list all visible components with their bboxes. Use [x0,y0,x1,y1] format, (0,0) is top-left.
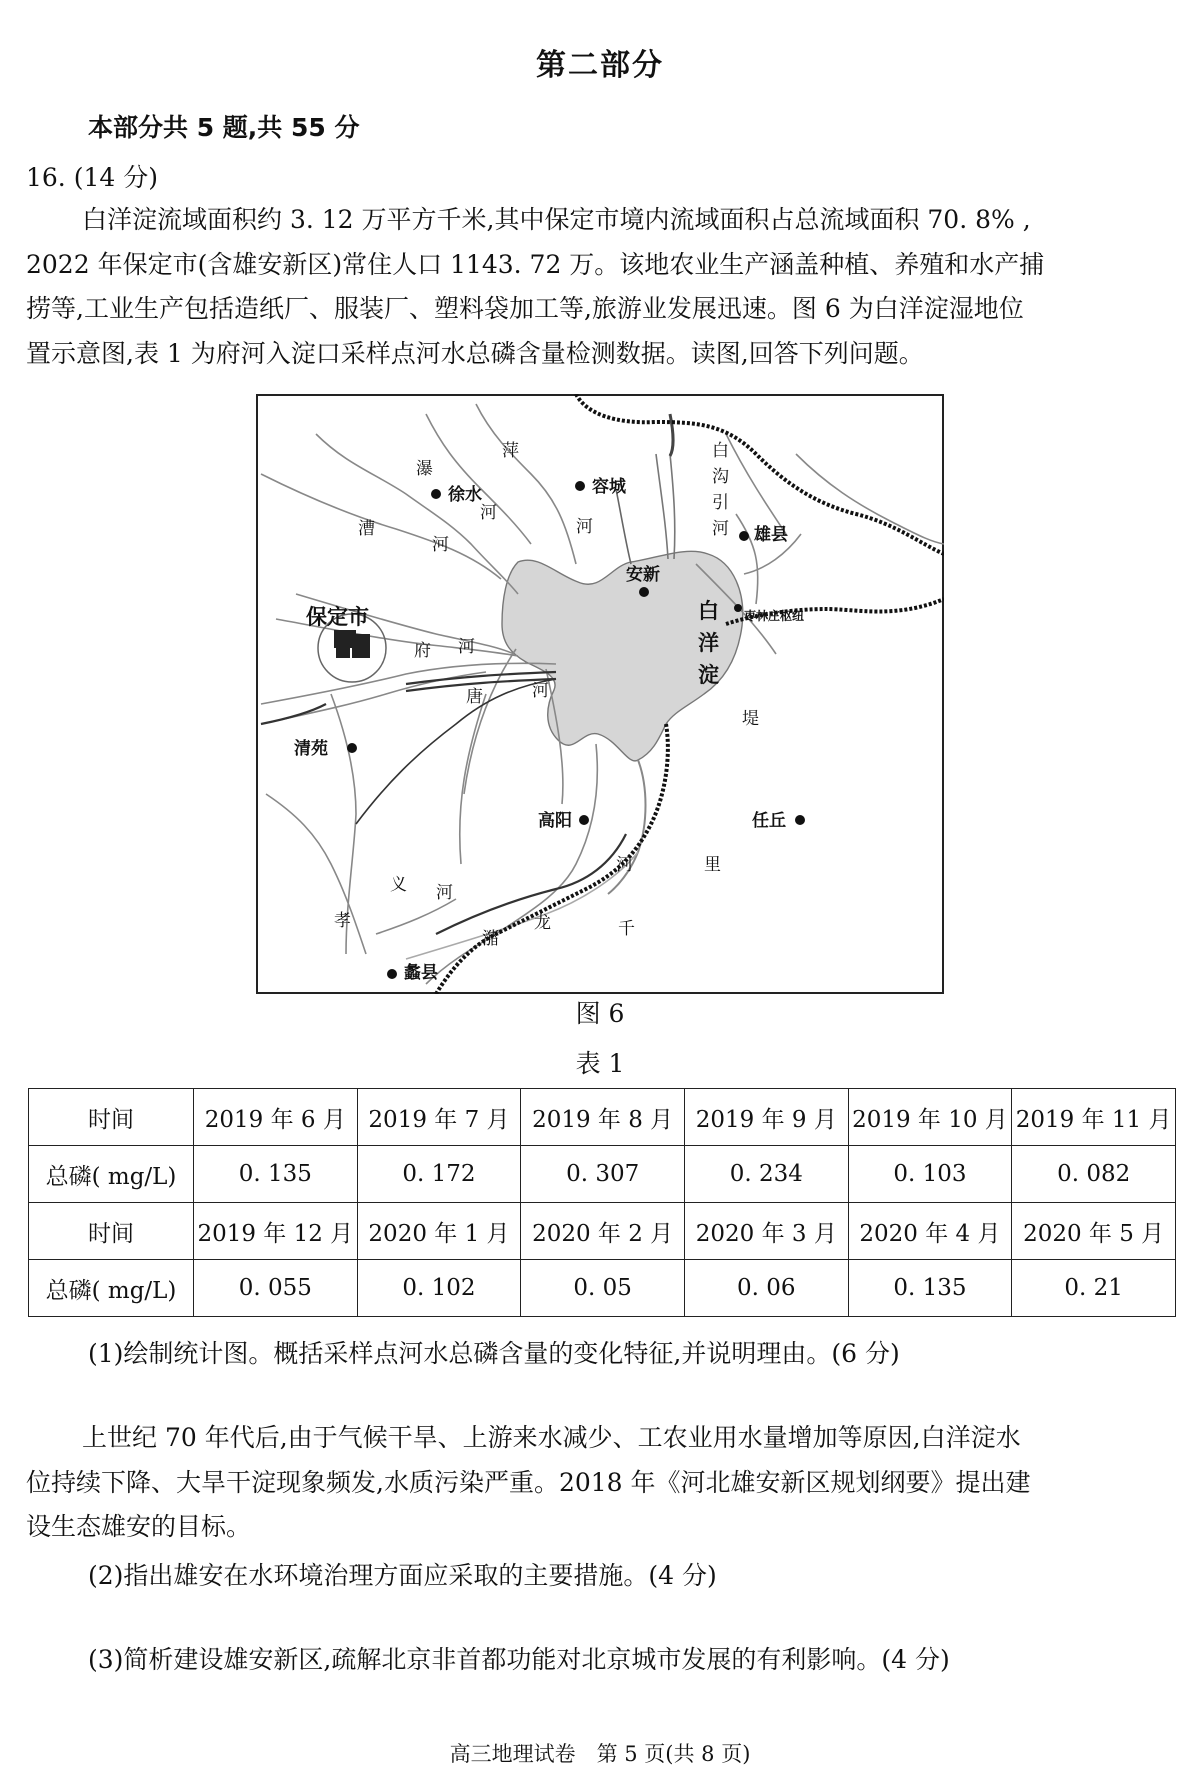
map-label: 河 [458,637,475,657]
xushui-dot [431,489,441,499]
map-label: 里 [704,855,721,875]
map-label: 河 [712,519,729,539]
map-label: 孝 [334,911,351,931]
value-cell: 0. 103 [848,1146,1012,1203]
value-cell: 0. 055 [194,1260,358,1317]
map-label: 府 [414,641,431,661]
value-cell: 0. 082 [1012,1146,1176,1203]
value-cell: 0. 21 [1012,1260,1176,1317]
gaoyang-dot [579,815,589,825]
map-label: 淀 [698,663,719,687]
page-footer: 高三地理试卷 第 5 页(共 8 页) [449,1742,751,1766]
row-header-tp: 总磷( mg/L) [29,1260,194,1317]
map-label: 瀑 [416,459,433,479]
context-line: 位持续下降、大旱干淀现象频发,水质污染严重。2018 年《河北雄安新区规划纲要》提出建 [26,1467,1031,1497]
month-cell: 2019 年 12 月 [194,1203,358,1260]
map-label: 龙 [534,913,551,933]
value-cell: 0. 307 [521,1146,685,1203]
question-1: (1)绘制统计图。概括采样点河水总磷含量的变化特征,并说明理由。(6 分) [88,1339,900,1368]
month-cell: 2020 年 3 月 [684,1203,848,1260]
value-cell: 0. 05 [521,1260,685,1317]
rongcheng-dot [575,481,585,491]
map-label: 徐水 [448,485,482,505]
value-cell: 0. 135 [194,1146,358,1203]
month-cell: 2019 年 9 月 [684,1089,848,1146]
map-label: 白 [698,599,719,623]
xiongxian-dot [739,531,749,541]
lixian-dot [387,969,397,979]
intro-line: 白洋淀流域面积约 3. 12 万平方千米,其中保定市境内流域面积占总流域面积 70. 8% , [82,205,1031,234]
row-header-time: 时间 [29,1089,194,1146]
map-label: 漕 [358,519,375,539]
zaolin-dot [734,604,742,612]
part-title: 第二部分 [536,48,664,83]
map-label: 容城 [592,477,626,497]
question-3: (3)简析建设雄安新区,疏解北京非首都功能对北京城市发展的有利影响。(4 分) [88,1645,950,1674]
section-header: 本部分共 5 题,共 55 分 [88,113,360,142]
map-label: 雄县 [754,525,788,545]
map-label: 唐 [466,687,483,707]
map-label: 义 [390,875,407,895]
value-cell: 0. 06 [684,1260,848,1317]
table-row [29,1089,1176,1146]
row-header-time: 时间 [29,1203,194,1260]
question-number: 16. (14 分) [26,163,158,192]
table-row [29,1146,1176,1203]
map-label: 蠡县 [404,963,438,983]
month-cell: 2019 年 6 月 [194,1089,358,1146]
value-cell: 0. 135 [848,1260,1012,1317]
map-label: 萍 [502,441,519,461]
month-cell: 2019 年 11 月 [1012,1089,1176,1146]
map-label: 清苑 [294,739,328,759]
renqiu-dot [795,815,805,825]
row-header-tp: 总磷( mg/L) [29,1146,194,1203]
month-cell: 2020 年 5 月 [1012,1203,1176,1260]
anxin-dot [639,587,649,597]
map-label: 河 [616,855,633,875]
map-label: 任丘 [752,811,786,831]
month-cell: 2019 年 7 月 [357,1089,521,1146]
month-cell: 2020 年 4 月 [848,1203,1012,1260]
phosphorus-table [28,1088,1176,1317]
map-label: 河 [480,503,497,523]
intro-line: 捞等,工业生产包括造纸厂、服装厂、塑料袋加工等,旅游业发展迅速。图 6 为白洋淀湿地位 [26,294,1024,323]
map-label: 引 [712,493,729,513]
map-label: 千 [618,919,635,939]
context-line: 上世纪 70 年代后,由于气候干旱、上游来水减少、工农业用水量增加等原因,白洋淀水 [82,1423,1021,1452]
intro-line: 置示意图,表 1 为府河入淀口采样点河水总磷含量检测数据。读图,回答下列问题。 [26,338,924,368]
table-row [29,1203,1176,1260]
value-cell: 0. 102 [357,1260,521,1317]
map-label: 枣林庄枢纽 [744,609,805,623]
map-label: 潴 [482,929,499,949]
month-cell: 2019 年 10 月 [848,1089,1012,1146]
map-label: 保定市 [306,605,369,629]
question-2: (2)指出雄安在水环境治理方面应采取的主要措施。(4 分) [88,1561,717,1590]
map-label: 安新 [626,565,660,585]
month-cell: 2020 年 1 月 [357,1203,521,1260]
map-label: 河 [436,883,453,903]
map-label: 白 [712,441,729,461]
value-cell: 0. 172 [357,1146,521,1203]
table-row [29,1260,1176,1317]
map-label: 河 [576,517,593,537]
map-label: 堤 [742,709,759,729]
table-caption: 表 1 [575,1049,625,1078]
map-label: 河 [432,535,449,555]
context-paragraph [26,1416,1166,1550]
map-label: 高阳 [538,811,572,831]
map-label: 河 [532,681,549,701]
intro-paragraph [26,198,1166,376]
month-cell: 2020 年 2 月 [521,1203,685,1260]
baiyangdian-map [256,394,944,994]
qingyuan-dot [347,743,357,753]
map-label: 沟 [712,467,729,487]
map-label: 洋 [698,631,719,655]
month-cell: 2019 年 8 月 [521,1089,685,1146]
intro-line: 2022 年保定市(含雄安新区)常住人口 1143. 72 万。该地农业生产涵盖种植、养殖和水产捕 [26,249,1045,279]
value-cell: 0. 234 [684,1146,848,1203]
map-caption: 图 6 [575,999,625,1028]
context-line: 设生态雄安的目标。 [26,1512,252,1541]
